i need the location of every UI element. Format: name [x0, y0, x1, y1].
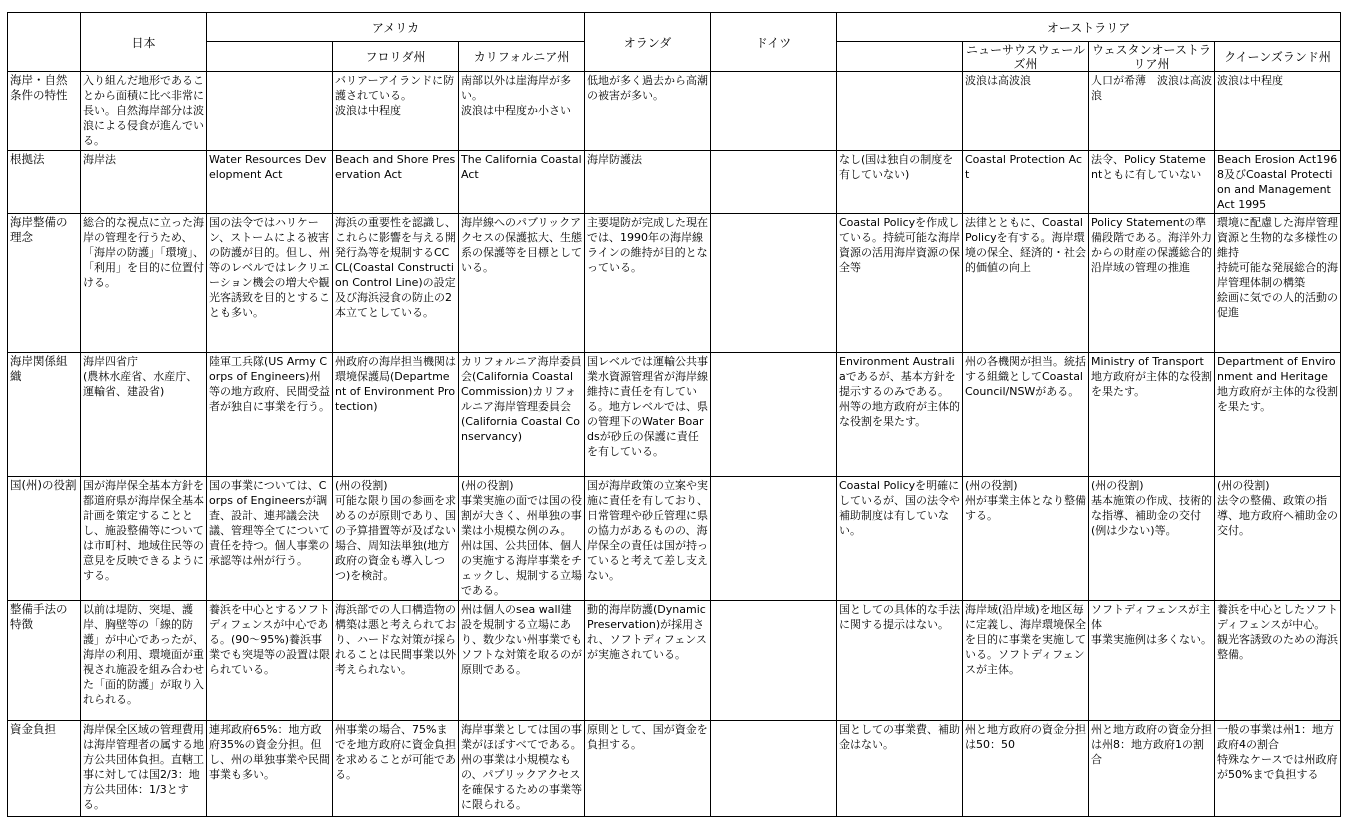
cell-japan: 海岸法 — [81, 151, 207, 214]
header-australia: オーストラリア — [837, 13, 1341, 42]
cell-wa: 人口が希薄 波浪は高波浪 — [1089, 72, 1215, 151]
cell-qld: 波浪は中程度 — [1215, 72, 1341, 151]
cell-florida: 海浜の重要性を認識し、これらに影響を与える開発行為等を規制するCCCL(Coastal Construction Control Line)の設定及び海浜浸食の防止の2本立てとしている。 — [333, 214, 459, 353]
cell-wa: 州と地方政府の資金分担は州8：地方政府1の割合 — [1089, 721, 1215, 817]
cell-us-federal — [207, 72, 333, 151]
cell-us-federal: 国の法令ではハリケーン、ストームによる被害の防護が目的。但し、州等のレベルではレクリエーション機会の増大や観光客誘致を目的とすることも多い。 — [207, 214, 333, 353]
header-qld: クイーンズランド州 — [1215, 42, 1341, 72]
table-row — [8, 721, 1341, 817]
header-florida: フロリダ州 — [333, 42, 459, 72]
cell-us-federal: 連邦政府65%：地方政府35%の資金分担。但し、州の単独事業や民間事業も多い。 — [207, 721, 333, 817]
header-japan: 日本 — [81, 13, 207, 72]
cell-wa: Ministry of Transport地方政府が主体的な役割を果たす。 — [1089, 353, 1215, 477]
corner-cell — [8, 13, 81, 72]
row-label: 海岸関係組織 — [8, 353, 81, 477]
cell-japan: 海岸保全区域の管理費用は海岸管理者の属する地方公共団体負担。直轄工事に対しては国2/3：地方公共団体：1/3とする。 — [81, 721, 207, 817]
header-germany: ドイツ — [711, 13, 837, 72]
cell-us-federal: Water Resources Development Act — [207, 151, 333, 214]
cell-au-federal: なし(国は独自の制度を有していない) — [837, 151, 963, 214]
cell-california: (州の役割) 事業実施の面では国の役割が大きく、州単独の事業は小規模な例のみ。州は国、公共団体、個人の実施する海岸事業をチェックし、規制する立場である。 — [459, 477, 585, 601]
cell-florida: バリアーアイランドに防護されている。 波浪は中程度 — [333, 72, 459, 151]
cell-florida: 海浜部での人口構造物の構築は悪と考えられており、ハードな対策が採られることは民間事業以外考えられない。 — [333, 601, 459, 721]
row-label: 資金負担 — [8, 721, 81, 817]
cell-wa: Policy Statementの準備段階である。海洋外力からの財産の保護総合的沿岸域の管理の推進 — [1089, 214, 1215, 353]
row-label: 根拠法 — [8, 151, 81, 214]
cell-wa: ソフトディフェンスが主体 事業実施例は多くない。 — [1089, 601, 1215, 721]
cell-qld: 養浜を中心としたソフトディフェンスが中心。 観光客誘致のための海浜整備。 — [1215, 601, 1341, 721]
cell-netherlands: 動的海岸防護(Dynamic Preservation)が採用され、ソフトディフェンスが実施されている。 — [585, 601, 711, 721]
cell-netherlands: 低地が多く過去から高潮の被害が多い。 — [585, 72, 711, 151]
cell-germany — [711, 721, 837, 817]
cell-germany — [711, 151, 837, 214]
cell-florida: Beach and Shore Preservation Act — [333, 151, 459, 214]
cell-qld: Beach Erosion Act1968及びCoastal Protection and Management Act 1995 — [1215, 151, 1341, 214]
header-california: カリフォルニア州 — [459, 42, 585, 72]
cell-california: カリフォルニア海岸委員会(California Coastal Commission)カリフォルニア海岸管理委員会(California Coastal Conservancy) — [459, 353, 585, 477]
cell-nsw: Coastal Protection Act — [963, 151, 1089, 214]
table-row — [8, 151, 1341, 214]
cell-florida: (州の役割) 可能な限り国の参画を求めるのが原則であり、国の予算措置等が及ばない場合、周知法単独(地方政府の資金も導入しつつ)を検討。 — [333, 477, 459, 601]
cell-qld: 一般の事業は州1：地方政府4の割合 特殊なケースでは州政府が50%まで負担する — [1215, 721, 1341, 817]
cell-au-federal: Coastal Policyを明確にしているが、国の法令や補助制度は有していない。 — [837, 477, 963, 601]
cell-california: 南部以外は崖海岸が多い。 波浪は中程度か小さい — [459, 72, 585, 151]
cell-qld: 環境に配慮した海岸管理 資源と生物的な多様性の維持 持続可能な発展総合的海岸管理体制の構築 絵画に気での人的活動の促進 — [1215, 214, 1341, 353]
header-netherlands: オランダ — [585, 13, 711, 72]
cell-netherlands: 国が海岸政策の立案や実施に責任を有しており、日常管理や砂丘管理に県の協力があるものの、海岸保全の責任は国が持っていると考えて差し支えない。 — [585, 477, 711, 601]
cell-nsw: 波浪は高波浪 — [963, 72, 1089, 151]
cell-us-federal: 国の事業については、Corps of Engineersが調査、設計、連邦議会決議、管理等全てについて責任を持つ。個人事業の承認等は州が行う。 — [207, 477, 333, 601]
table-row — [8, 72, 1341, 151]
coastal-comparison-table — [7, 12, 1341, 817]
cell-us-federal: 養浜を中心とするソフトディフェンスが中心である。(90～95%)養浜事業でも突堤等の設置は限られている。 — [207, 601, 333, 721]
cell-wa: (州の役割) 基本施策の作成、技術的な指導、補助金の交付(例は少ない)等。 — [1089, 477, 1215, 601]
cell-nsw: 州と地方政府の資金分担は50：50 — [963, 721, 1089, 817]
cell-au-federal: 国としての具体的な手法に関する提示はない。 — [837, 601, 963, 721]
cell-wa: 法令、Policy Statementともに有していない — [1089, 151, 1215, 214]
cell-netherlands: 主要堤防が完成した現在では、1990年の海岸線ラインの維持が目的となっている。 — [585, 214, 711, 353]
cell-netherlands: 国レベルでは運輸公共事業水資源管理省が海岸線維持に責任を有している。地方レベルでは、県の管理下のWater Boardsが砂丘の保護に責任を有している。 — [585, 353, 711, 477]
cell-au-federal: 国としての事業費、補助金はない。 — [837, 721, 963, 817]
cell-california: 海岸線へのパブリックアクセスの保護拡大、生態系の保護等を目標としている。 — [459, 214, 585, 353]
cell-germany — [711, 353, 837, 477]
cell-germany — [711, 214, 837, 353]
cell-florida: 州政府の海岸担当機関は環境保護局(Department of Environment Protection) — [333, 353, 459, 477]
cell-nsw: (州の役割) 州が事業主体となり整備する。 — [963, 477, 1089, 601]
cell-japan: 海岸四省庁 (農林水産省、水産庁、運輸省、建設省) — [81, 353, 207, 477]
cell-germany — [711, 601, 837, 721]
header-america: アメリカ — [207, 13, 585, 42]
cell-nsw: 州の各機関が担当。統括する組織としてCoastal Council/NSWがある。 — [963, 353, 1089, 477]
row-label: 国(州)の役割 — [8, 477, 81, 601]
header-wa: ウェスタンオーストラリア州 — [1089, 42, 1215, 72]
cell-qld: Department of Environment and Heritage 地方政府が主体的な役割を果たす。 — [1215, 353, 1341, 477]
table-row — [8, 477, 1341, 601]
row-label: 海岸・自然条件の特性 — [8, 72, 81, 151]
row-label: 整備手法の特徴 — [8, 601, 81, 721]
cell-japan: 総合的な視点に立った海岸の管理を行うため、「海岸の防護」「環境」、「利用」を目的に位置付ける。 — [81, 214, 207, 353]
cell-nsw: 法律とともに、Coastal Policyを有する。海岸環境の保全、経済的・社会的価値の向上 — [963, 214, 1089, 353]
header-nsw: ニューサウスウェールズ州 — [963, 42, 1089, 72]
cell-netherlands: 原則として、国が資金を負担する。 — [585, 721, 711, 817]
cell-japan: 以前は堤防、突堤、護岸、胸壁等の「線的防護」が中心であったが、海岸の利用、環境面が重視され施設を組み合わせた「面的防護」が取り入れられる。 — [81, 601, 207, 721]
cell-california: 州は個人のsea wall建設を規制する立場にあり、数少ない州事業でもソフトな対策を取るのが原則である。 — [459, 601, 585, 721]
cell-au-federal — [837, 72, 963, 151]
table-row — [8, 353, 1341, 477]
header-us-federal — [207, 42, 333, 72]
cell-california: 海岸事業としては国の事業がほぼすべてである。州の事業は小規模なもの、パブリックアクセスを確保するための事業等に限られる。 — [459, 721, 585, 817]
cell-germany — [711, 72, 837, 151]
cell-us-federal: 陸軍工兵隊(US Army Corps of Engineers)州等の地方政府、民間受益者が独自に事業を行う。 — [207, 353, 333, 477]
cell-nsw: 海岸域(沿岸域)を地区毎に定義し、海岸環境保全を目的に事業を実施している。ソフトディフェンスが主体。 — [963, 601, 1089, 721]
cell-california: The California Coastal Act — [459, 151, 585, 214]
cell-qld: (州の役割) 法令の整備、政策の指導、地方政府へ補助金の交付。 — [1215, 477, 1341, 601]
row-label: 海岸整備の理念 — [8, 214, 81, 353]
header-au-federal — [837, 42, 963, 72]
table-row — [8, 601, 1341, 721]
cell-au-federal: Coastal Policyを作成している。持続可能な海岸資源の活用海岸資源の保全等 — [837, 214, 963, 353]
cell-japan: 入り組んだ地形であることから面積に比べ非常に長い。自然海岸部分は波浪による侵食が進んでいる。 — [81, 72, 207, 151]
cell-florida: 州事業の場合、75%までを地方政府に資金負担を求めることが可能である。 — [333, 721, 459, 817]
cell-au-federal: Environment Australiaであるが、基本方針を提示するのみである。 州等の地方政府が主体的な役割を果たす。 — [837, 353, 963, 477]
table-row — [8, 214, 1341, 353]
cell-netherlands: 海岸防護法 — [585, 151, 711, 214]
cell-germany — [711, 477, 837, 601]
cell-japan: 国が海岸保全基本方針を都道府県が海岸保全基本計画を策定することとし、施設整備等については市町村、地域住民等の意見を反映できるようにする。 — [81, 477, 207, 601]
